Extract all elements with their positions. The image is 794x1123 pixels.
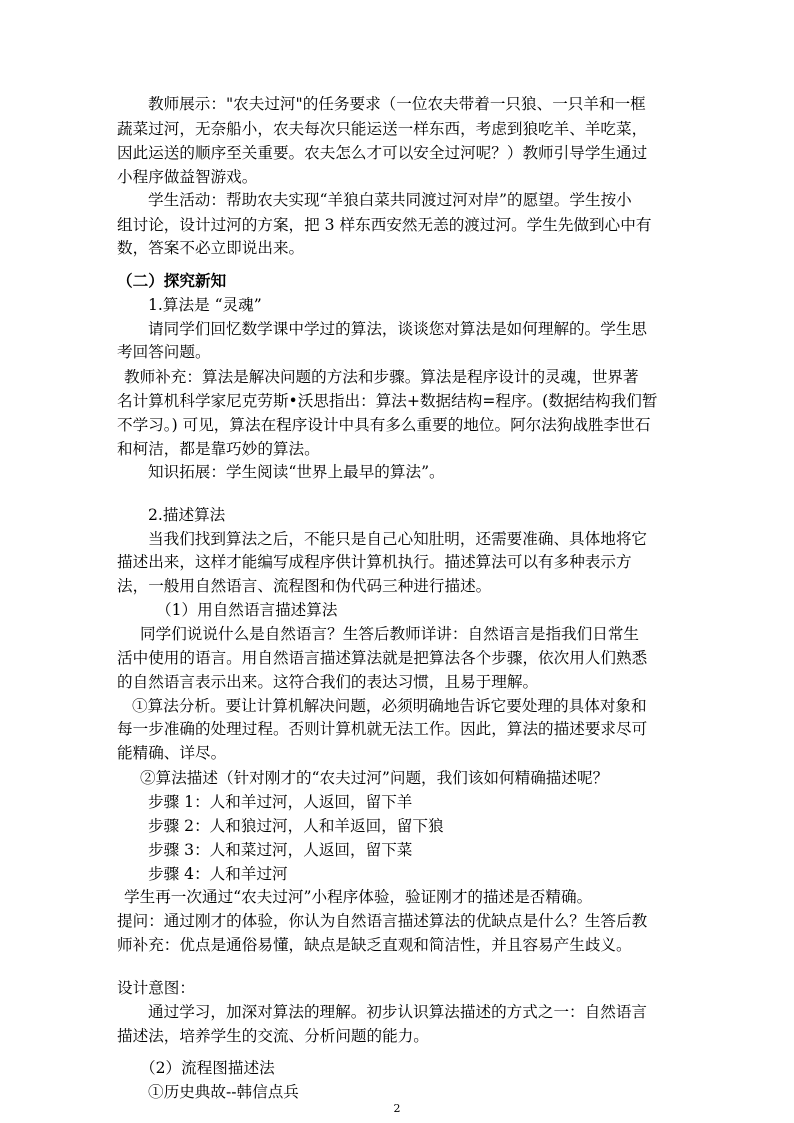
text-line: ②算法描述（针对刚才的“农夫过河”问题，我们该如何精确描述呢？ [140,769,609,787]
text-line: 描述法，培养学生的交流、分析问题的能力。 [117,1027,429,1045]
text-line: ①算法分析。要让计算机解决问题，必须明确地告诉它要处理的具体对象和 [132,697,647,715]
text-line: 小程序做益智游戏。 [117,168,258,186]
text-line: 法，一般用自然语言、流程图和伪代码三种进行描述。 [117,577,492,595]
text-line: 蔬菜过河，无奈船小，农夫每次只能运送一样东西，考虑到狼吃羊、羊吃菜， [117,120,648,138]
step-line: 步骤 4：人和羊过河 [148,865,288,883]
text-line: 同学们说说什么是自然语言？生答后教师详讲：自然语言是指我们日常生 [140,625,640,643]
text-line: 不学习。) 可见，算法在程序设计中具有多么重要的地位。阿尔法狗战胜李世石 [117,416,651,434]
text-line: 描述出来，这样才能编写成程序供计算机执行。描述算法可以有多种表示方 [117,553,632,571]
text-line: 考回答问题。 [117,343,211,361]
text-line: 师补充：优点是通俗易懂，缺点是缺乏直观和简洁性，并且容易产生歧义。 [117,936,632,954]
text-line: 通过学习，加深对算法的理解。初步认识算法描述的方式之一：自然语言 [148,1003,648,1021]
text-line: 教师补充：算法是解决问题的方法和步骤。算法是程序设计的灵魂，世界著 [124,368,639,386]
text-line: 当我们找到算法之后，不能只是自己心知肚明，还需要准确、具体地将它 [148,530,648,548]
text-line: 教师展示："农夫过河"的任务要求（一位农夫带着一只狼、一只羊和一框 [148,95,646,113]
subsection-heading: （2）流程图描述法 [140,1059,275,1077]
text-line: 每一步准确的处理过程。否则计算机就无法工作。因此，算法的描述要求尽可 [117,720,648,738]
text-line: 数，答案不必立即说出来。 [117,239,305,257]
text-line: 提问：通过刚才的体验，你认为自然语言描述算法的优缺点是什么？生答后教 [117,912,648,930]
subsection-heading: 2.描述算法 [148,506,226,524]
subsection-heading: 1.算法是 “灵魂” [148,296,262,314]
text-line: 的自然语言表示出来。这符合我们的表达习惯，且易于理解。 [117,673,539,691]
step-line: 步骤 1：人和羊过河，人返回，留下羊 [148,793,413,811]
text-line: 组讨论，设计过河的方案，把 3 样东西安然无恙的渡过河。学生先做到心中有 [117,216,652,234]
page-number: 2 [393,1102,401,1115]
text-line: 活中使用的语言。用自然语言描述算法就是把算法各个步骤，依次用人们熟悉 [117,649,648,667]
text-line: 能精确、详尽。 [117,744,227,762]
subsection-heading: （1）用自然语言描述算法 [156,601,338,619]
step-line: 步骤 2：人和狼过河，人和羊返回，留下狼 [148,817,444,835]
text-line: 请同学们回忆数学课中学过的算法，谈谈您对算法是如何理解的。学生思 [148,320,648,338]
section-heading: （二）探究新知 [117,271,227,290]
text-line: ①历史典故--韩信点兵 [148,1083,299,1101]
step-line: 步骤 3：人和菜过河，人返回，留下菜 [148,841,413,859]
text-line: 名计算机科学家尼克劳斯•沃思指出：算法+数据结构=程序。(数据结构我们暂 [117,392,658,410]
text-line: 学生活动：帮助农夫实现“羊狼白菜共同渡过河对岸”的愿望。学生按小 [148,191,632,209]
text-line: 因此运送的顺序至关重要。农夫怎么才可以安全过河呢？）教师引导学生通过 [117,144,648,162]
text-line: 和柯洁，都是靠巧妙的算法。 [117,440,320,458]
text-line: 知识拓展：学生阅读“世界上最早的算法”。 [148,463,445,481]
design-intent-label: 设计意图： [117,979,195,997]
text-line: 学生再一次通过“农夫过河”小程序体验，验证刚才的描述是否精确。 [124,888,593,906]
